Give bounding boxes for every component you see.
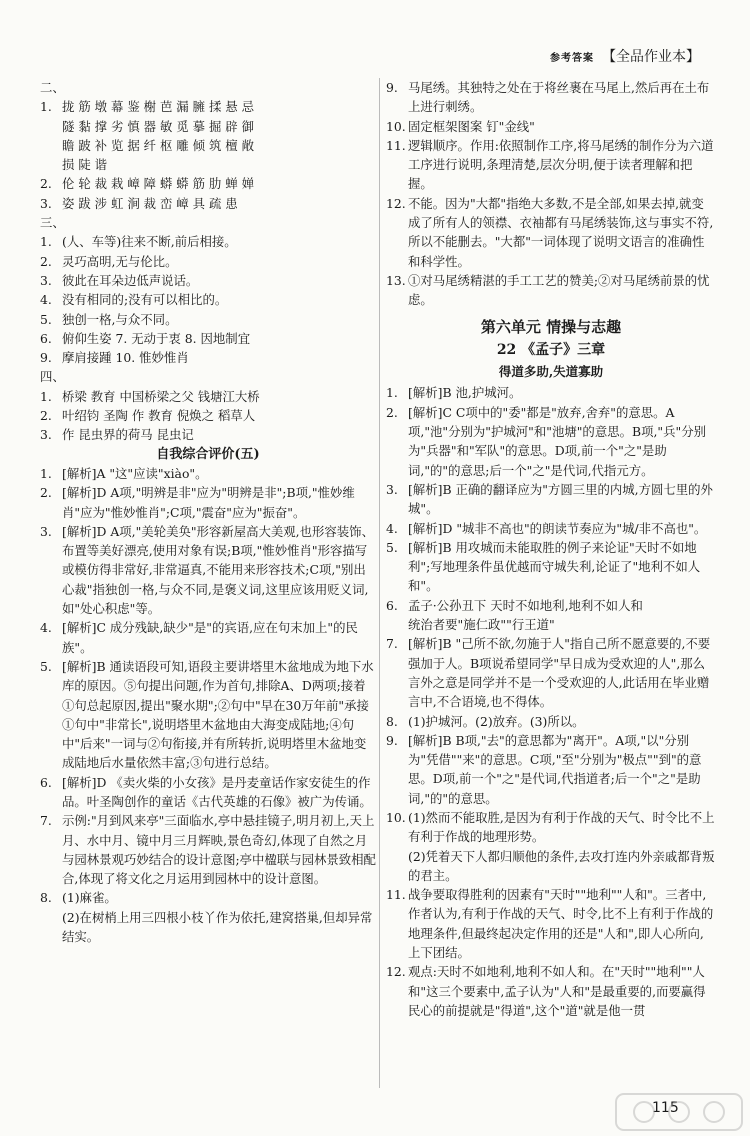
page-number: 115 xyxy=(652,1100,679,1116)
r1-text: 不能。因为"大都"指绝大多数,不是全部,如果去掉,就变成了所有人的领襟、衣袖都有马尾绣装饰,这与事实不符,所以不能删去。"大都"一词体现了说明文语言的准确性和科学性。 xyxy=(408,195,714,269)
r2-text: [解析]B 用攻城而未能取胜的例子来论证"天时不如地利";写地理条件虽优越而守城失利,论证了"地利不如人和"。 xyxy=(408,539,701,594)
r2-item xyxy=(386,480,716,519)
eval-num: 7. xyxy=(40,813,52,829)
s2-q1 xyxy=(40,97,376,174)
eval-text: [解析]B 通读语段可知,语段主要讲塔里木盆地成为地下水库的原因。⑤句提出问题,作为首句,排除A、D两项;接着①句总起原因,提出"聚水期";②句中"早在30万年前"承接①句中"非常长",说明塔里木盆地由大海变成陆地;④句中"后来"一词与②句衔接,并有所转折,说明塔里木盆地变成陆地后水量依然丰富;③句进行总结。 xyxy=(62,658,374,771)
r2-text: 孟子·公孙丑下 天时不如地利,地利不如人和 xyxy=(408,597,643,613)
r1-num: 9. xyxy=(386,80,398,95)
eval-num: 3. xyxy=(40,523,52,539)
eval-item xyxy=(40,811,376,888)
eval-item xyxy=(40,888,376,907)
s4-text: 叶绍钧 圣陶 作 教育 倪焕之 稻草人 xyxy=(62,408,256,424)
eval-num: 5. xyxy=(40,658,52,674)
eval-item xyxy=(40,483,376,522)
s3-num: 5. xyxy=(40,311,52,327)
s3-text: 没有相同的;没有可以相比的。 xyxy=(62,292,228,308)
r2-num: 2. xyxy=(386,404,398,420)
r2-item xyxy=(386,403,716,480)
s3-num: 9. xyxy=(40,350,52,366)
r2-num: 7. xyxy=(386,636,398,652)
page-header xyxy=(550,46,700,66)
eval-text: [解析]C 成分残缺,缺少"是"的宾语,应在句末加上"的民族"。 xyxy=(62,620,358,655)
r2-num: 5. xyxy=(386,539,398,555)
r2-item xyxy=(386,596,716,615)
s4-item xyxy=(40,406,376,425)
r2-num: 3. xyxy=(386,481,398,497)
r1-num: 11. xyxy=(386,137,406,153)
section-4-heading: 四、 xyxy=(40,369,65,385)
eval-text: [解析]A "这"应读"xiào"。 xyxy=(62,465,208,481)
eval-text: (2)在树梢上用三四根小枝丫作为依托,建窝搭巢,但却异常结实。 xyxy=(62,909,373,945)
r1-item xyxy=(386,194,716,271)
s2-q1-row: 拢 筋 墩 幕 鉴 榭 芭 漏 臃 揉 悬 忌 xyxy=(62,99,255,115)
s4-num: 1. xyxy=(40,388,52,404)
eval-text: 示例:"月到风来亭"三面临水,亭中悬挂镜子,明月初上,天上月、水中月、镜中月三月辉映,景色奇幻,体现了自然之月与园林景观巧妙结合的设计意图;亭中楹联与园林景致相配合,体现了将文化之月运用到园林中的设计意图。 xyxy=(62,813,376,887)
r1-item xyxy=(386,271,716,310)
right-column xyxy=(386,78,716,1020)
r2-item xyxy=(386,519,716,538)
eval-text: [解析]D A项,"美轮美奂"形容新屋高大美观,也形容装饰、布置等美好漂亮,使用对象有误;B项,"惟妙惟肖"形容描写或模仿得非常好,非常逼真,不能用来形容技术;C项,"别出心裁"指独创一格,与众不同,是褒义词,这里应该用贬义词,如"处心积虑"等。 xyxy=(62,523,374,617)
r1-num: 12. xyxy=(386,195,406,211)
r2-num: 8. xyxy=(386,713,398,729)
section-3-heading: 三、 xyxy=(40,215,65,231)
s3-item xyxy=(40,290,376,309)
s2-q3-text: 姿 跋 涉 虹 涧 裁 峦 嶂 具 疏 患 xyxy=(62,195,238,211)
r2-item xyxy=(386,634,716,711)
r2-item xyxy=(386,731,716,808)
s3-item xyxy=(40,271,376,290)
r2-item xyxy=(386,615,716,634)
eval-text: [解析]D 《卖火柴的小女孩》是丹麦童话作家安徒生的作品。叶圣陶创作的童话《古代英雄的石像》被广为传诵。 xyxy=(62,774,372,809)
s2-q1-row: 损 陡 谐 xyxy=(62,157,108,173)
r1-item xyxy=(386,136,716,194)
r2-item xyxy=(386,538,716,596)
s2-q1-row: 隧 黏 撑 劣 慎 器 敏 觅 摹 掘 辟 御 xyxy=(62,118,255,134)
s4-text: 作 昆虫界的荷马 昆虫记 xyxy=(62,427,194,443)
r2-num: 6. xyxy=(386,597,398,613)
s3-num: 2. xyxy=(40,253,52,269)
s3-text: 彼此在耳朵边低声说话。 xyxy=(62,272,199,288)
r1-num: 13. xyxy=(386,272,406,288)
s3-num: 6. xyxy=(40,330,52,346)
eval-item xyxy=(40,464,376,483)
r2-text: [解析]B 池,护城河。 xyxy=(408,385,522,401)
s3-num: 1. xyxy=(40,234,52,250)
r1-num: 10. xyxy=(386,118,406,134)
s3-item xyxy=(40,329,376,348)
s2-q1-row: 瞻 跛 补 览 据 纤 枢 雕 倾 筑 檀 敞 xyxy=(62,137,255,153)
r2-text: [解析]D "城非不高也"的朗读节奏应为"城/非不高也"。 xyxy=(408,520,707,536)
r1-item xyxy=(386,117,716,136)
r2-text: (1)然而不能取胜,是因为有利于作战的天气、时令比不上有利于作战的地理形势。 xyxy=(408,809,715,845)
lesson-title: 22 《孟子》三章 xyxy=(496,341,606,358)
s3-item xyxy=(40,232,376,251)
eval-item xyxy=(40,522,376,618)
eval-text: (1)麻雀。 xyxy=(62,890,117,906)
s3-item xyxy=(40,252,376,271)
s3-text: 灵巧高明,无与伦比。 xyxy=(62,253,178,269)
r2-item xyxy=(386,808,716,847)
eval-item xyxy=(40,618,376,657)
r2-text: [解析]C C项中的"委"都是"放弃,舍弃"的意思。A项,"池"分别为"护城河"和"池塘"的意思。B项,"兵"分别为"兵器"和"军队"的意思。D项,前一个"之"是助词,"的"的意思;后一个"之"是代词,代指元方。 xyxy=(408,404,706,478)
r2-num: 12. xyxy=(386,964,406,980)
eval-text: [解析]D A项,"明辨是非"应为"明辨是非";B项,"惟妙维肖"应为"惟妙惟肖";C项,"震奋"应为"振奋"。 xyxy=(62,485,355,520)
eval-num xyxy=(40,908,62,947)
r2-num xyxy=(386,847,408,886)
unit-title: 第六单元 情操与志趣 xyxy=(480,317,622,336)
s4-item xyxy=(40,387,376,406)
s2-q2-text: 伦 轮 裁 栽 嶂 障 蟒 蟒 筋 肋 蝉 婵 xyxy=(62,176,255,192)
r2-item xyxy=(386,847,716,886)
s3-item xyxy=(40,310,376,329)
r2-item xyxy=(386,962,716,1020)
s2-q1-num: 1. xyxy=(40,99,52,115)
r2-text: 观点:天时不如地利,地利不如人和。在"天时""地利""人和"这三个要素中,孟子认为"人和"是最重要的,而要赢得民心的前提就是"得道",这个"道"就是他一贯 xyxy=(408,964,706,1018)
r2-item xyxy=(386,885,716,962)
lesson-subtitle: 得道多助,失道寡助 xyxy=(498,364,604,380)
r1-text: 逻辑顺序。作用:依照制作工序,将马尾绣的制作分为六道工序进行说明,条理清楚,层次分明,便于读者理解和把握。 xyxy=(408,137,714,192)
s3-item xyxy=(40,348,376,367)
r2-text: [解析]B B项,"去"的意思都为"离开"。A项,"以"分别为"凭借""来"的意思。C项,"至"分别为"极点""到"的意思。D项,前一个"之"是代词,代指道者;后一个"之"是助词,"的"的意思。 xyxy=(408,732,702,806)
s3-num: 3. xyxy=(40,272,52,288)
r2-num: 11. xyxy=(386,887,406,903)
r2-num: 4. xyxy=(386,520,398,536)
eval-item xyxy=(40,657,376,773)
r2-text: [解析]B "己所不欲,勿施于人"指自己所不愿意要的,不要强加于人。B项说希望同学"早日成为受欢迎的人",那么言外之意是同学并不是一个受欢迎的人,此话用在毕业赠言中,不合语境,也不得体。 xyxy=(408,636,711,710)
r2-text: 战争要取得胜利的因素有"天时""地利""人和"。三者中,作者认为,有利于作战的天气、时令,比不上有利于作战的地理条件,但最终起决定作用的还是"人和",即人心所向,上下团结。 xyxy=(408,887,714,961)
s3-text: 独创一格,与众不同。 xyxy=(62,311,178,327)
eval-title: 自我综合评价(五) xyxy=(156,446,260,462)
r1-text: 固定框架图案 钉"金线" xyxy=(408,118,535,134)
section-2-heading: 二、 xyxy=(40,80,65,95)
s4-item xyxy=(40,425,376,444)
eval-num: 1. xyxy=(40,465,52,481)
s3-text: (人、车等)往来不断,前后相接。 xyxy=(62,234,237,250)
eval-item xyxy=(40,908,376,947)
left-column xyxy=(40,78,376,946)
r2-num: 9. xyxy=(386,732,398,748)
s2-q3-num: 3. xyxy=(40,195,52,211)
r2-item xyxy=(386,383,716,402)
r2-text: (2)凭着天下人都归顺他的条件,去攻打连内外亲戚都背叛的君主。 xyxy=(408,848,715,883)
r1-text: ①对马尾绣精湛的手工工艺的赞美;②对马尾绣前景的忧虑。 xyxy=(408,272,710,308)
s3-text: 俯仰生姿 7. 无动于衷 8. 因地制宜 xyxy=(62,330,251,346)
r2-text: (1)护城河。(2)放弃。(3)所以。 xyxy=(408,713,585,729)
s4-text: 桥梁 教育 中国桥梁之父 钱塘江大桥 xyxy=(62,388,260,404)
eval-num: 2. xyxy=(40,485,52,501)
r2-text: [解析]B 正确的翻译应为"方圆三里的内城,方圆七里的外城"。 xyxy=(408,481,713,517)
s2-q2 xyxy=(40,174,376,193)
r1-item xyxy=(386,78,716,117)
s4-num: 3. xyxy=(40,427,52,443)
eval-num: 4. xyxy=(40,620,52,636)
r2-num xyxy=(386,615,408,634)
r2-num: 10. xyxy=(386,809,406,825)
watermark-logo-icon xyxy=(614,1092,744,1132)
s4-num: 2. xyxy=(40,408,52,424)
eval-num: 6. xyxy=(40,774,52,790)
header-brand: 【全品作业本】 xyxy=(602,49,700,65)
r2-text: 统治者要"施仁政""行王道" xyxy=(408,617,555,633)
s3-text: 摩肩接踵 10. 惟妙惟肖 xyxy=(62,350,189,366)
column-divider xyxy=(379,78,380,1088)
s3-num: 4. xyxy=(40,292,52,308)
eval-item xyxy=(40,773,376,812)
r2-num: 1. xyxy=(386,385,398,401)
r1-text: 马尾绣。其独特之处在于将丝裹在马尾上,然后再在土布上进行刺绣。 xyxy=(408,80,710,115)
r2-item xyxy=(386,712,716,731)
s2-q2-num: 2. xyxy=(40,176,52,192)
s2-q3 xyxy=(40,194,376,213)
header-label: 参考答案 xyxy=(550,52,594,64)
eval-num: 8. xyxy=(40,890,52,906)
